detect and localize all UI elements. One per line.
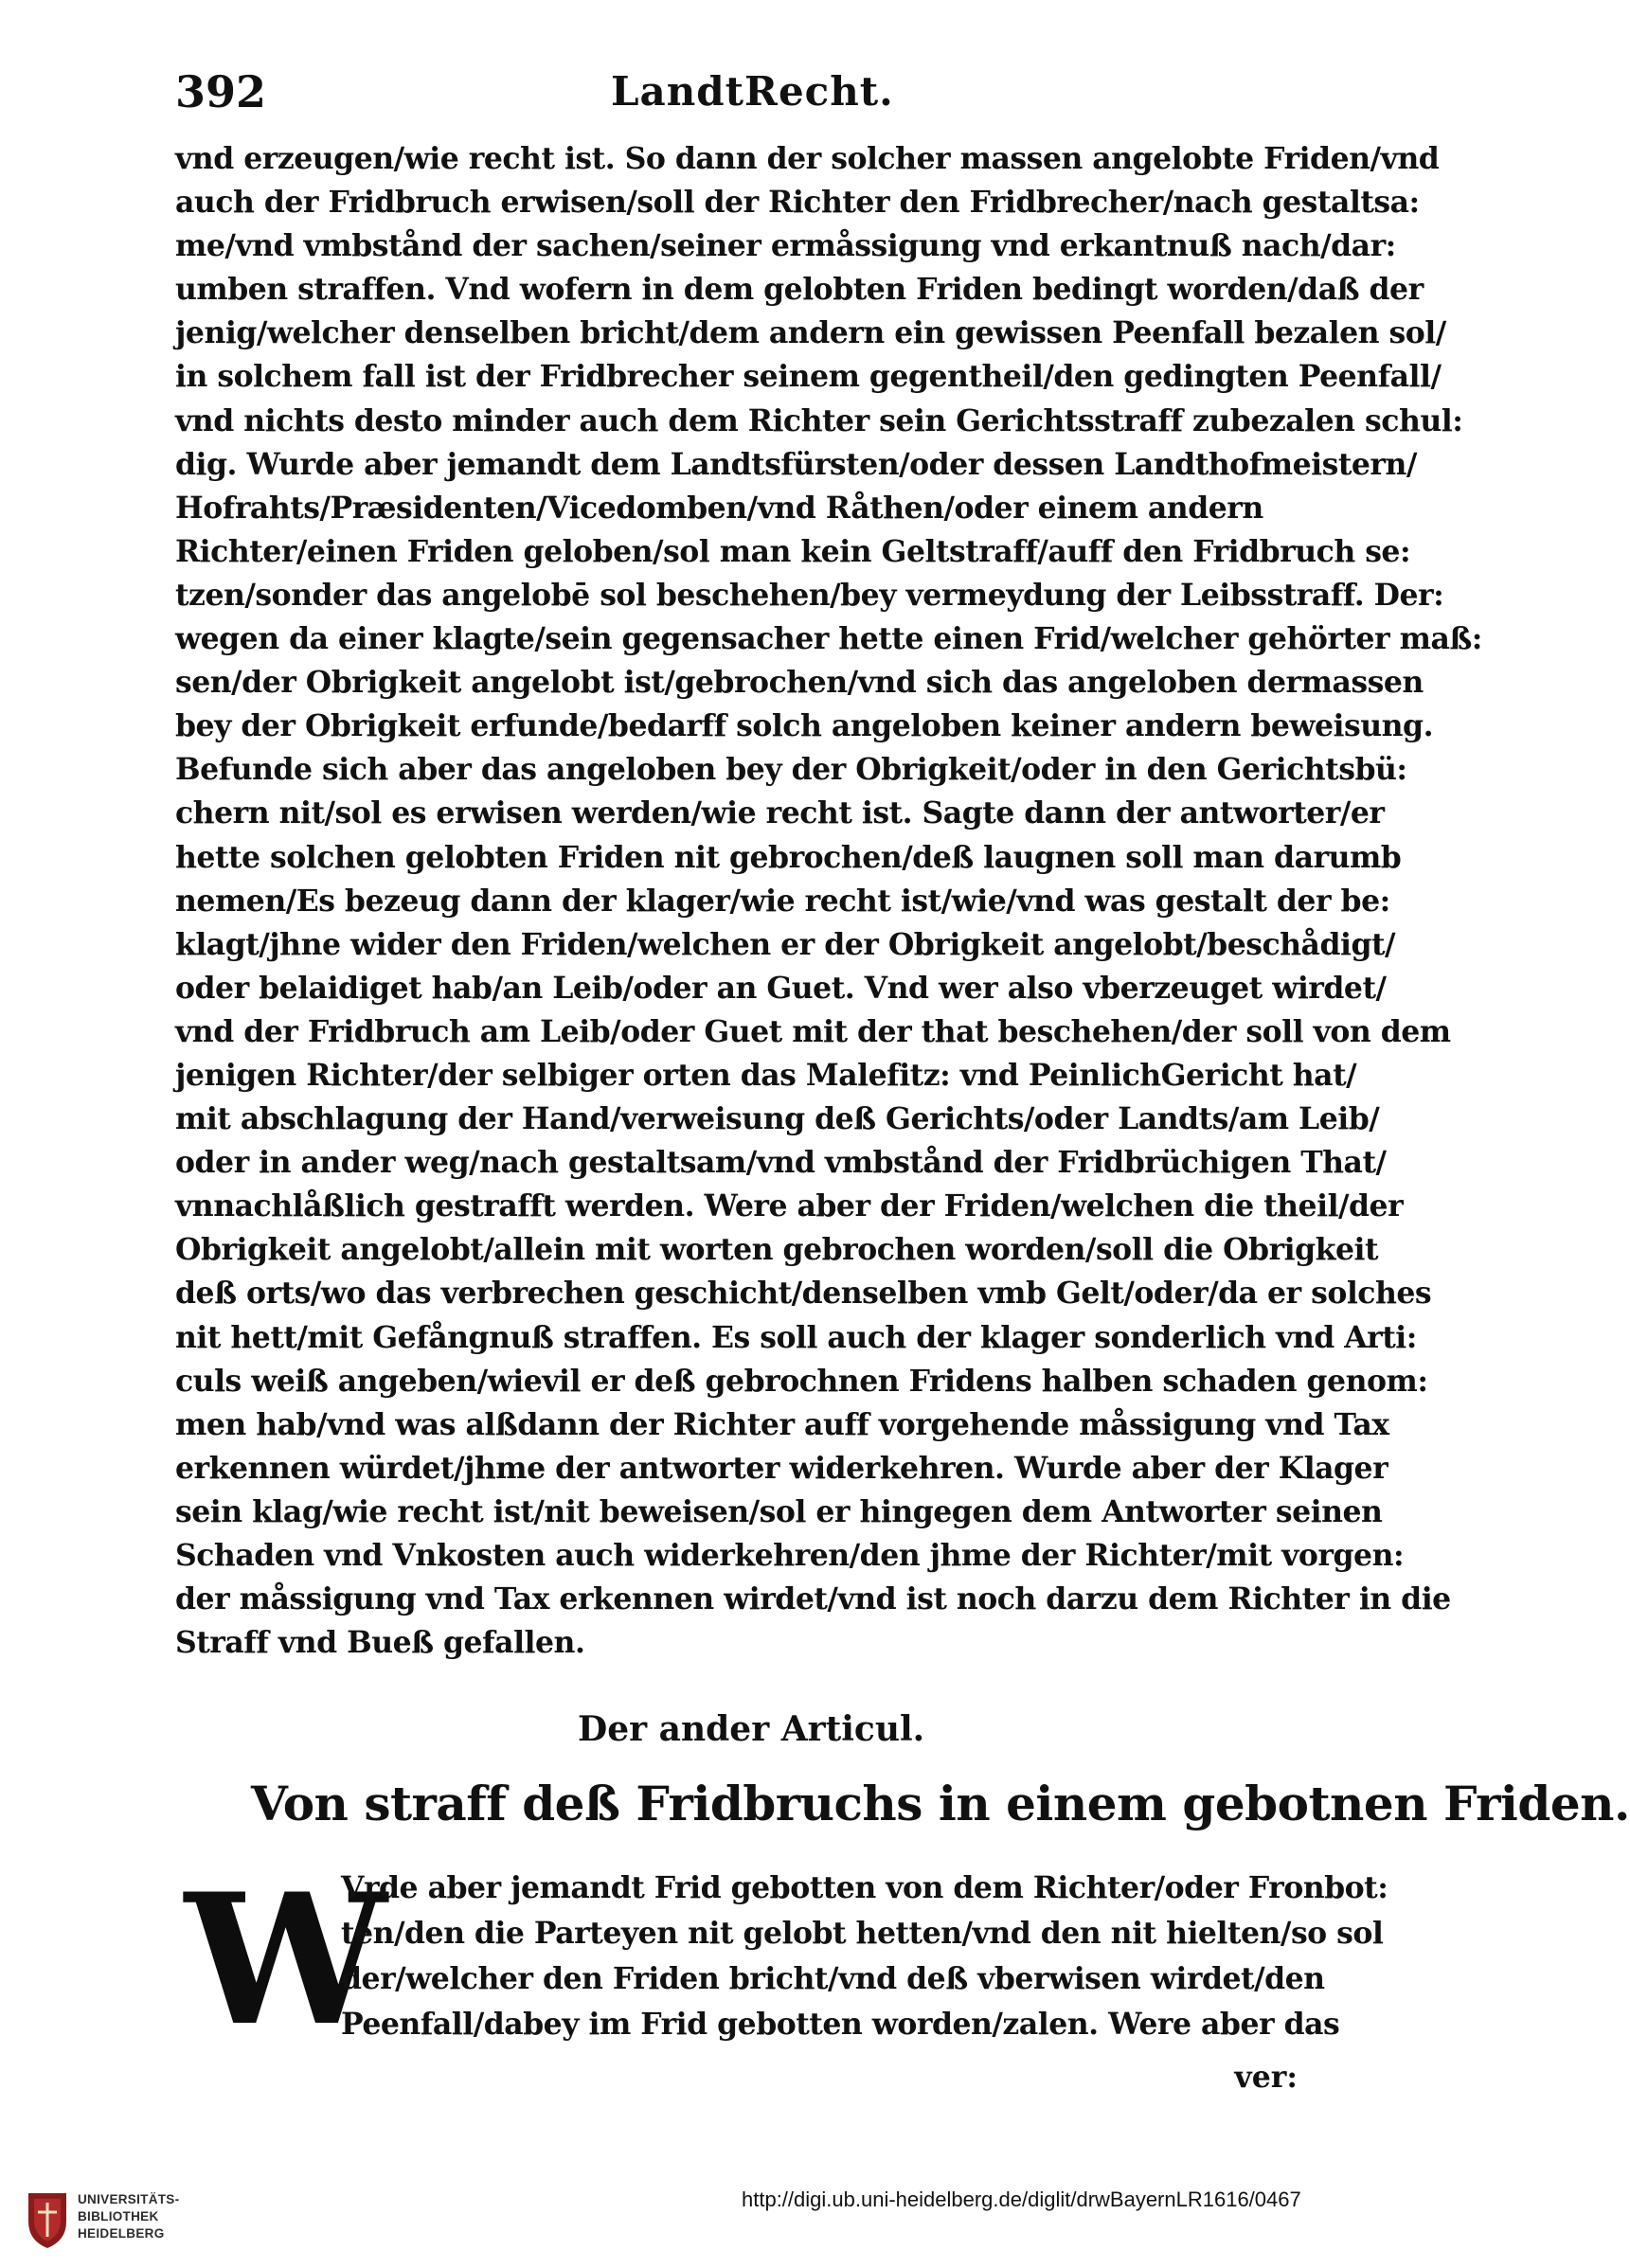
institution-name xyxy=(78,2191,179,2242)
text-line: in solchem fall ist der Fridbrecher seinem gegentheil/den gedingten Peenfall/ xyxy=(175,359,1442,395)
body-text xyxy=(175,137,1482,1665)
text-line: der/welcher den Friden bricht/vnd deß vberwisen wirdet/den xyxy=(341,1961,1325,1996)
text-line: nemen/Es bezeug dann der klager/wie recht ist/wie/vnd was gestalt der be: xyxy=(175,883,1390,919)
text-line: Straff vnd Bueß gefallen. xyxy=(175,1625,585,1661)
text-line: Schaden vnd Vnkosten auch widerkehren/den jhme der Richter/mit vorgen: xyxy=(175,1538,1405,1573)
text-line: wegen da einer klagte/sein gegensacher hette einen Frid/welcher gehörter maß: xyxy=(175,621,1482,657)
institution-line: UNIVERSITÄTS- xyxy=(78,2192,180,2206)
text-line: ten/den die Parteyen nit gelobt hetten/vnd den nit hielten/so sol xyxy=(341,1916,1384,1951)
text-line: tzen/sonder das angelobē sol beschehen/bey vermeydung der Leibsstraff. Der: xyxy=(175,577,1444,613)
text-line: vnnachlåßlich gestrafft werden. Were aber der Friden/welchen die theil/der xyxy=(175,1188,1404,1224)
article-label: Der ander Articul. xyxy=(578,1709,925,1749)
catchword: ver: xyxy=(1234,2060,1298,2095)
text-line: culs weiß angeben/wievil er deß gebrochnen Fridens halben schaden genom: xyxy=(175,1363,1428,1399)
university-seal-icon xyxy=(27,2189,68,2250)
text-line: oder in ander weg/nach gestaltsam/vnd vmbstånd der Fridbrüchigen That/ xyxy=(175,1145,1387,1181)
text-line: mit abschlagung der Hand/verweisung deß Gerichts/oder Landts/am Leib/ xyxy=(175,1101,1380,1137)
running-head: LandtRecht. xyxy=(611,68,894,115)
text-line: vnd nichts desto minder auch dem Richter sein Gerichtsstraff zubezalen schul: xyxy=(175,402,1463,438)
text-line: sein klag/wie recht ist/nit beweisen/sol er hingegen dem Antworter seinen xyxy=(175,1493,1383,1529)
text-line: der måssigung vnd Tax erkennen wirdet/vnd ist noch darzu dem Richter in die xyxy=(175,1581,1451,1617)
footer xyxy=(0,2150,1392,2268)
text-line: vnd erzeugen/wie recht ist. So dann der solcher massen angelobte Friden/vnd xyxy=(175,141,1440,176)
text-line: Hofrahts/Præsidenten/Vicedomben/vnd Råthen/oder einem andern xyxy=(175,490,1263,526)
decorated-initial: W xyxy=(185,1854,387,2065)
section-heading: Von straff deß Fridbruchs in einem gebotnen Friden. xyxy=(251,1776,1630,1831)
text-line: erkennen würdet/jhme der antworter widerkehren. Wurde aber der Klager xyxy=(175,1450,1388,1486)
institution-line: HEIDELBERG xyxy=(78,2226,165,2241)
initial-paragraph xyxy=(341,1866,1388,2047)
text-line: klagt/jhne wider den Friden/welchen er der Obrigkeit angelobt/beschådigt/ xyxy=(175,926,1396,962)
text-line: auch der Fridbruch erwisen/soll der Richter den Fridbrecher/nach gestaltsa: xyxy=(175,185,1420,221)
text-line: oder belaidiget hab/an Leib/oder an Guet. Vnd wer also vberzeuget wirdet/ xyxy=(175,970,1387,1006)
text-line: Peenfall/dabey im Frid gebotten worden/zalen. Were aber das xyxy=(341,2007,1340,2042)
text-line: bey der Obrigkeit erfunde/bedarff solch angeloben keiner andern beweisung. xyxy=(175,708,1434,744)
text-line: jenig/welcher denselben bricht/dem andern ein gewissen Peenfall bezalen sol/ xyxy=(175,315,1446,351)
text-line: chern nit/sol es erwisen werden/wie recht ist. Sagte dann der antworter/er xyxy=(175,795,1385,831)
page-content xyxy=(166,57,1630,2131)
text-line: umben straffen. Vnd wofern in dem gelobten Friden bedingt worden/daß der xyxy=(175,272,1424,308)
text-line: dig. Wurde aber jemandt dem Landtsfürsten/oder dessen Landthofmeistern/ xyxy=(175,446,1417,482)
text-line: Befunde sich aber das angeloben bey der Obrigkeit/oder in den Gerichtsbü: xyxy=(175,752,1407,788)
text-line: Vrde aber jemandt Frid gebotten von dem Richter/oder Fronbot: xyxy=(341,1870,1388,1905)
text-line: nit hett/mit Gefångnuß straffen. Es soll auch der klager sonderlich vnd Arti: xyxy=(175,1319,1417,1355)
page-number: 392 xyxy=(175,66,267,117)
text-line: Obrigkeit angelobt/allein mit worten gebrochen worden/soll die Obrigkeit xyxy=(175,1232,1379,1268)
text-line: sen/der Obrigkeit angelobt ist/gebrochen/vnd sich das angeloben dermassen xyxy=(175,665,1424,701)
text-line: hette solchen gelobten Friden nit gebrochen/deß laugnen soll man darumb xyxy=(175,839,1402,875)
page-header xyxy=(166,57,1298,123)
text-line: me/vnd vmbstånd der sachen/seiner ermåssigung vnd erkantnuß nach/dar: xyxy=(175,228,1396,264)
source-url[interactable]: http://digi.ub.uni-heidelberg.de/diglit/drwBayernLR1616/0467 xyxy=(742,2188,1301,2211)
text-line: jenigen Richter/der selbiger orten das Malefitz: vnd PeinlichGericht hat/ xyxy=(175,1057,1357,1093)
text-line: men hab/vnd was alßdann der Richter auff vorgehende måssigung vnd Tax xyxy=(175,1406,1389,1442)
text-line: vnd der Fridbruch am Leib/oder Guet mit der that beschehen/der soll von dem xyxy=(175,1013,1451,1049)
institution-line: BIBLIOTHEK xyxy=(78,2209,159,2223)
text-line: deß orts/wo das verbrechen geschicht/denselben vmb Gelt/oder/da er solches xyxy=(175,1276,1432,1312)
text-line: Richter/einen Friden geloben/sol man kein Geltstraff/auff den Fridbruch se: xyxy=(175,533,1411,569)
